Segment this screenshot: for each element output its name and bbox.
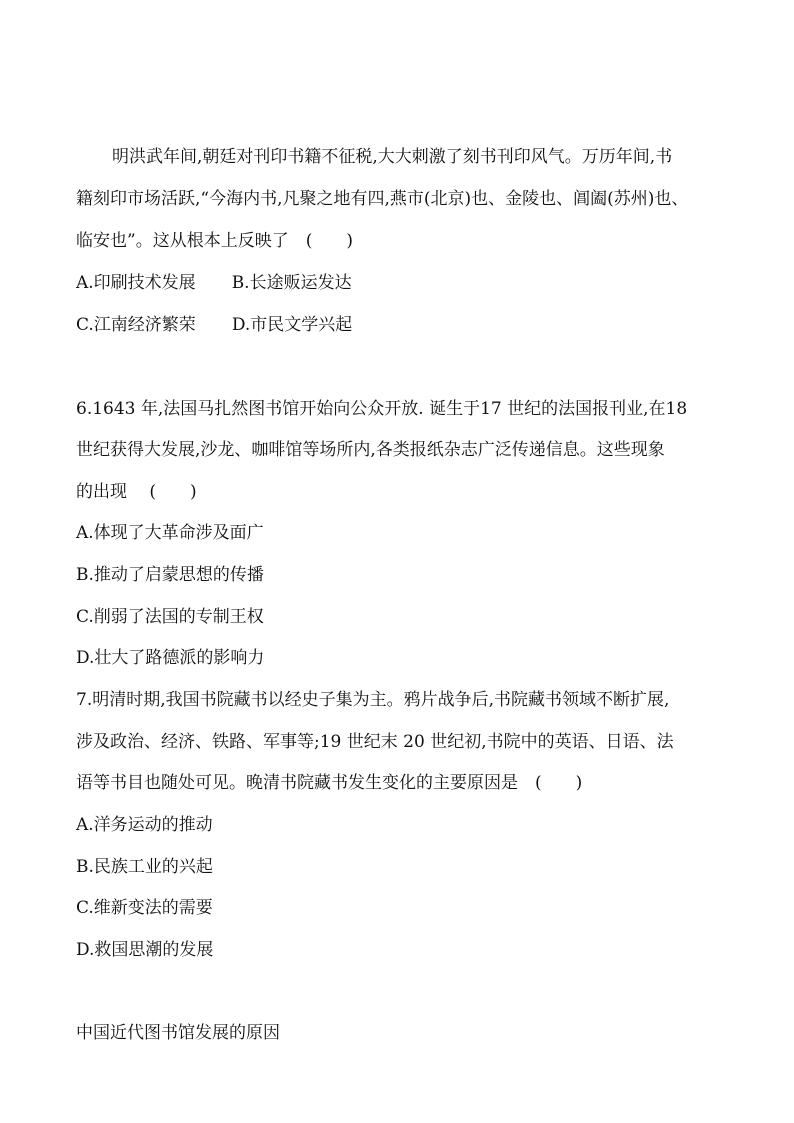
q6-option-b: B.推动了启蒙思想的传播 [76,565,264,585]
q6-option-d: D.壮大了路德派的影响力 [76,648,265,668]
q5-options-row-2 [76,313,352,337]
q7-option-c: C.维新变法的需要 [76,898,213,918]
q7-line-1: 7.明清时期,我国书院藏书以经史子集为主。鸦片战争后,书院藏书领域不断扩展, [76,690,670,710]
q7-option-b: B.民族工业的兴起 [76,857,213,877]
q6-line-3: 的出现 ( ) [76,482,197,502]
q6-line-2: 世纪获得大发展,沙龙、咖啡馆等场所内,各类报纸杂志广泛传递信息。这些现象 [76,440,665,460]
q7-option-a: A.洋务运动的推动 [76,815,213,835]
q5-option-d: D.市民文学兴起 [231,315,353,335]
q6-option-a: A.体现了大革命涉及面广 [76,523,264,543]
q5-option-a: A.印刷技术发展 [76,273,196,293]
section-heading: 中国近代图书馆发展的原因 [76,1023,280,1043]
q7-option-d: D.救国思潮的发展 [76,940,214,960]
q6-option-c: C.削弱了法国的专制王权 [76,607,264,627]
q5-line-2: 籍刻印市场活跃,“今海内书,凡聚之地有四,燕市(北京)也、金陵也、阊阖(苏州)也、 [76,189,689,209]
q7-line-3: 语等书目也随处可见。晚清书院藏书发生变化的主要原因是 ( ) [76,773,583,793]
q5-line-1: 明洪武年间,朝廷对刊印书籍不征税,大大刺激了刻书刊印风气。万历年间,书 [112,147,673,167]
q5-option-b: B.长途贩运发达 [231,273,352,293]
q5-options-row-1 [76,271,352,295]
q7-line-2: 涉及政治、经济、铁路、军事等;19 世纪末 20 世纪初,书院中的英语、日语、法 [76,732,674,752]
q5-line-3: 临安也”。这从根本上反映了 ( ) [76,231,353,251]
q6-line-1: 6.1643 年,法国马扎然图书馆开始向公众开放. 诞生于17 世纪的法国报刊业,在18 [76,399,688,419]
q5-option-c: C.江南经济繁荣 [76,315,196,335]
